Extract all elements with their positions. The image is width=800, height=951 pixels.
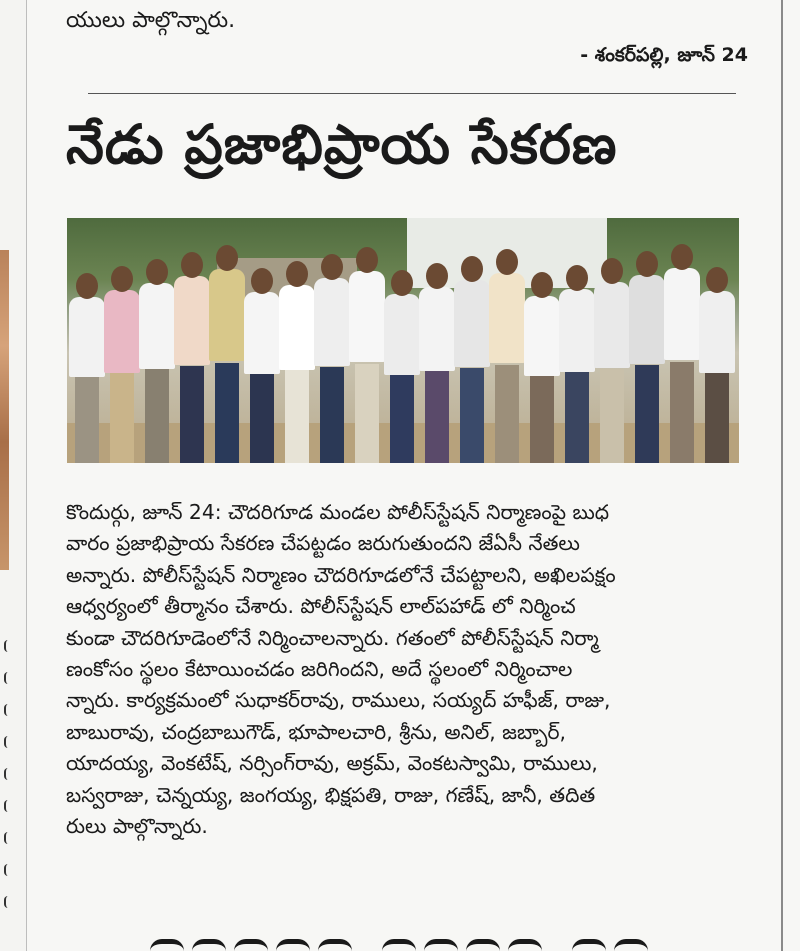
- photo-person: [489, 249, 525, 463]
- adjacent-text-fragment: [4, 896, 16, 908]
- article-body: [66, 497, 746, 842]
- group-photo: [67, 218, 739, 463]
- photo-person: [279, 261, 315, 463]
- adjacent-text-fragment: [4, 736, 16, 748]
- adjacent-text-fragment: [4, 864, 16, 876]
- body-line: కుండా చౌదరిగూడెంలోనే నిర్మించాలన్నారు. గతంలో పోలీస్‌స్టేషన్ నిర్మా: [66, 625, 599, 650]
- photo-person: [384, 270, 420, 463]
- adjacent-text-fragment: [4, 832, 16, 844]
- photo-person: [104, 266, 140, 463]
- adjacent-text-fragment: [4, 704, 16, 716]
- body-line: అన్నారు. పోలీస్‌స్టేషన్ నిర్మాణం చౌదరిగూడలోనే చేపట్టాలని, అఖిలపక్షం: [66, 562, 616, 587]
- body-line: బస్వరాజు, చెన్నయ్య, జంగయ్య, భిక్షపతి, రాజు, గణేష్, జానీ, తదిత: [66, 782, 596, 807]
- body-line: కొందుర్గు, జూన్ 24: చౌదరిగూడ మండల పోలీస్‌స్టేషన్ నిర్మాణంపై బుధ: [66, 500, 610, 524]
- body-line: రులు పాల్గొన్నారు.: [66, 814, 208, 839]
- previous-article-dateline: - శంకర్‌పల్లి, జూన్ 24: [580, 44, 748, 66]
- body-line: న్నారు. కార్యక్రమంలో సుధాకర్‌రావు, రాములు, సయ్యద్ హఫీజ్, రాజు,: [66, 688, 611, 713]
- body-line: ణంకోసం స్థలం కేటాయించడం జరిగిందని, అదే స్థలంలో నిర్మించాల: [66, 657, 573, 682]
- photo-person: [139, 259, 175, 463]
- adjacent-text-fragment: [4, 640, 16, 652]
- photo-person: [349, 247, 385, 463]
- article-headline: నేడు ప్రజాభిప్రాయ సేకరణ: [66, 113, 618, 176]
- photo-person: [244, 268, 280, 463]
- photo-person: [699, 267, 735, 463]
- adjacent-text-fragment: [4, 768, 16, 780]
- photo-person: [629, 251, 665, 463]
- adjacent-column-clipped: [0, 0, 26, 951]
- photo-person: [209, 245, 245, 463]
- photo-person: [524, 272, 560, 463]
- column-rule-right: [781, 0, 783, 951]
- adjacent-text-fragment: [4, 672, 16, 684]
- body-line: యాదయ్య, వెంకటేష్, నర్సింగ్‌రావు, అక్రమ్, వెంకటస్వామి, రాములు,: [66, 751, 598, 776]
- body-line: బాబురావు, చంద్రబాబుగౌడ్, భూపాలచారి, శ్రీను, అనిల్, జబ్బార్,: [66, 719, 567, 744]
- photo-person: [594, 258, 630, 463]
- photo-person: [174, 252, 210, 463]
- photo-person: [559, 265, 595, 463]
- adjacent-photo-clipped: [0, 250, 9, 570]
- photo-person: [69, 273, 105, 463]
- photo-person: [314, 254, 350, 463]
- body-line: వారం ప్రజాభిప్రాయ సేకరణ చేపట్టడం జరుగుతుందని జేఏసీ నేతలు: [66, 531, 580, 556]
- column-rule-left: [26, 0, 27, 951]
- previous-article-last-line: యులు పాల్గొన్నారు.: [66, 8, 236, 33]
- photo-person: [419, 263, 455, 463]
- photo-person: [454, 256, 490, 463]
- article-divider: [88, 93, 736, 94]
- next-article-headline-clipped: [150, 933, 670, 951]
- photo-person: [664, 244, 700, 463]
- body-line: ఆధ్వర్యంలో తీర్మానం చేశారు. పోలీస్‌స్టేషన్ లాల్‌పహాడ్ లో నిర్మించ: [66, 594, 576, 619]
- adjacent-text-fragment: [4, 800, 16, 812]
